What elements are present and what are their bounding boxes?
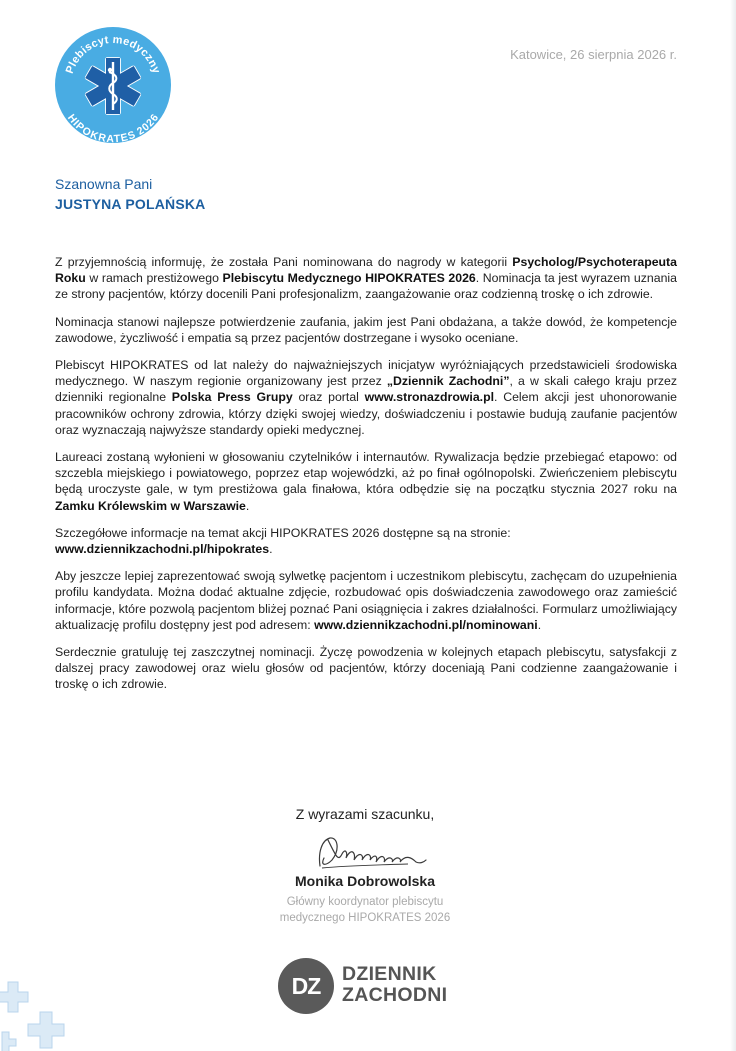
text: Aby jeszcze lepiej zaprezentować swoją sylwetkę pacjentom i uczestnikom plebiscytu, zachęcam do uzupełnienia profilu kandydata. Można dodać aktualne zdjęcie, rozbudować opis doświadczenia zawodowego oraz zamieścić informacje, które pozwolą pacjentom bliżej poznać Pani osiągnięcia i zakres działalności. Formularz umożliwiający aktualizację profilu dostępny jest pod adresem: [55,569,677,632]
text: Plebiscyt HIPOKRATES od lat należy do najważniejszych inicjatyw wyróżniających przedstawicieli środowiska medycznego. W naszym regionie organizowany jest przez [55,358,677,389]
medical-cross-icon [0,976,80,1051]
text: . Celem akcji jest uhonorowanie pracowników ochrony zdrowia, którzy dzięki swojej wiedzy, doświadczeniu i postawie budują zaufanie pacjentów oraz wyznaczają najwyższe standardy opieki medycznej. [55,390,677,437]
page-edge-shadow [730,0,736,1051]
letter-body [55,254,677,704]
logo-top-text: Plebiscyt medyczny [63,33,163,76]
paragraph-2: Nominacja stanowi najlepsze potwierdzenie zaufania, jakim jest Pani obdażana, a także dowód, że kompetencje zawodowe, życzliwość i empatia są przez pacjentów dostrzegane i wysoko oceniane. [55,314,677,345]
closing-greeting: Z wyrazami szacunku, [295,806,435,822]
text: Laureaci zostaną wyłonieni w głosowaniu czytelników i internautów. Rywalizacja będzie przebiegać etapowo: od szczebla miejskiego i powiatowego, poprzez etap wojewódzki, aż po finał ogólnopolski. Zwieńczeniem plebiscytu będą uroczyste gale, w tym prestiżowa gala finałowa, która odbędzie się na początku stycznia 2027 roku na [55,450,677,497]
dz-word: ZACHODNI [342,984,448,1006]
role-line: Główny koordynator plebiscytu [286,896,444,908]
dziennik-zachodni-logo [278,956,458,1016]
paragraph-5 [55,525,677,557]
hipokrates-logo [54,26,172,144]
text: . [269,542,273,557]
dz-wordmark [342,964,447,1006]
nominees-link[interactable]: www.dziennikzachodni.pl/nominowani [314,617,538,632]
text: . [537,617,542,632]
text: w ramach prestiżowego [85,271,223,286]
text: . Nominacja ta jest wyrazem uznania ze strony pacjentów, którzy docenili Pani profesjonalizm, zaangażowanie oraz codzienną troskę o ich zdrowie. [55,271,677,302]
paragraph-6 [55,568,677,633]
hipokrates-link[interactable]: www.dziennikzachodni.pl/hipokrates [55,542,270,557]
place-date: Katowice, 26 sierpnia 2026 r. [510,47,677,62]
text: oraz portal [292,390,365,405]
press-group-name: Polska Press Grupy [171,390,293,405]
text: Z przyjemnością informuję, że została Pani nominowana do nagrody w kategorii [55,255,513,269]
text: . [245,498,250,513]
organizer-name: „Dziennik Zachodni” [386,374,510,389]
paragraph-4 [55,449,677,514]
signatory-name: Monika Dobrowolska [294,873,436,889]
salutation [55,174,205,214]
salutation-line: Szanowna Pani [55,176,153,192]
paragraph-3 [55,357,677,438]
dz-word: DZIENNIK [342,963,437,985]
dz-badge: DZ [278,958,334,1014]
handwritten-signature [312,832,430,874]
text: , a w skali całego kraju przez dzienniki regionalne [55,374,677,405]
category-name: Psycholog/Psychoterapeuta Roku [55,255,677,286]
signatory-role [200,894,530,926]
role-line: medycznego HIPOKRATES 2026 [279,912,451,924]
gala-venue: Zamku Królewskim w Warszawie [55,498,246,513]
plebiscite-name: Plebiscytu Medycznego HIPOKRATES 2026 [222,271,476,286]
recipient-name: JUSTYNA POLAŃSKA [55,196,206,212]
text: Szczegółowe informacje na temat akcji HIPOKRATES 2026 dostępne są na stronie: [55,525,511,540]
paragraph-1 [55,254,677,303]
paragraph-7: Serdecznie gratuluję tej zaszczytnej nominacji. Życzę powodzenia w kolejnych etapach plebiscytu, satysfakcji z dalszej pracy zawodowej oraz wielu głosów od pacjentów, którzy doceniają Pani codzienne zaangażowanie i troskę o ich zdrowie. [55,645,677,692]
portal-link[interactable]: www.stronazdrowia.pl [364,390,495,405]
logo-bottom-text: HIPOKRATES 2026 [65,112,162,144]
